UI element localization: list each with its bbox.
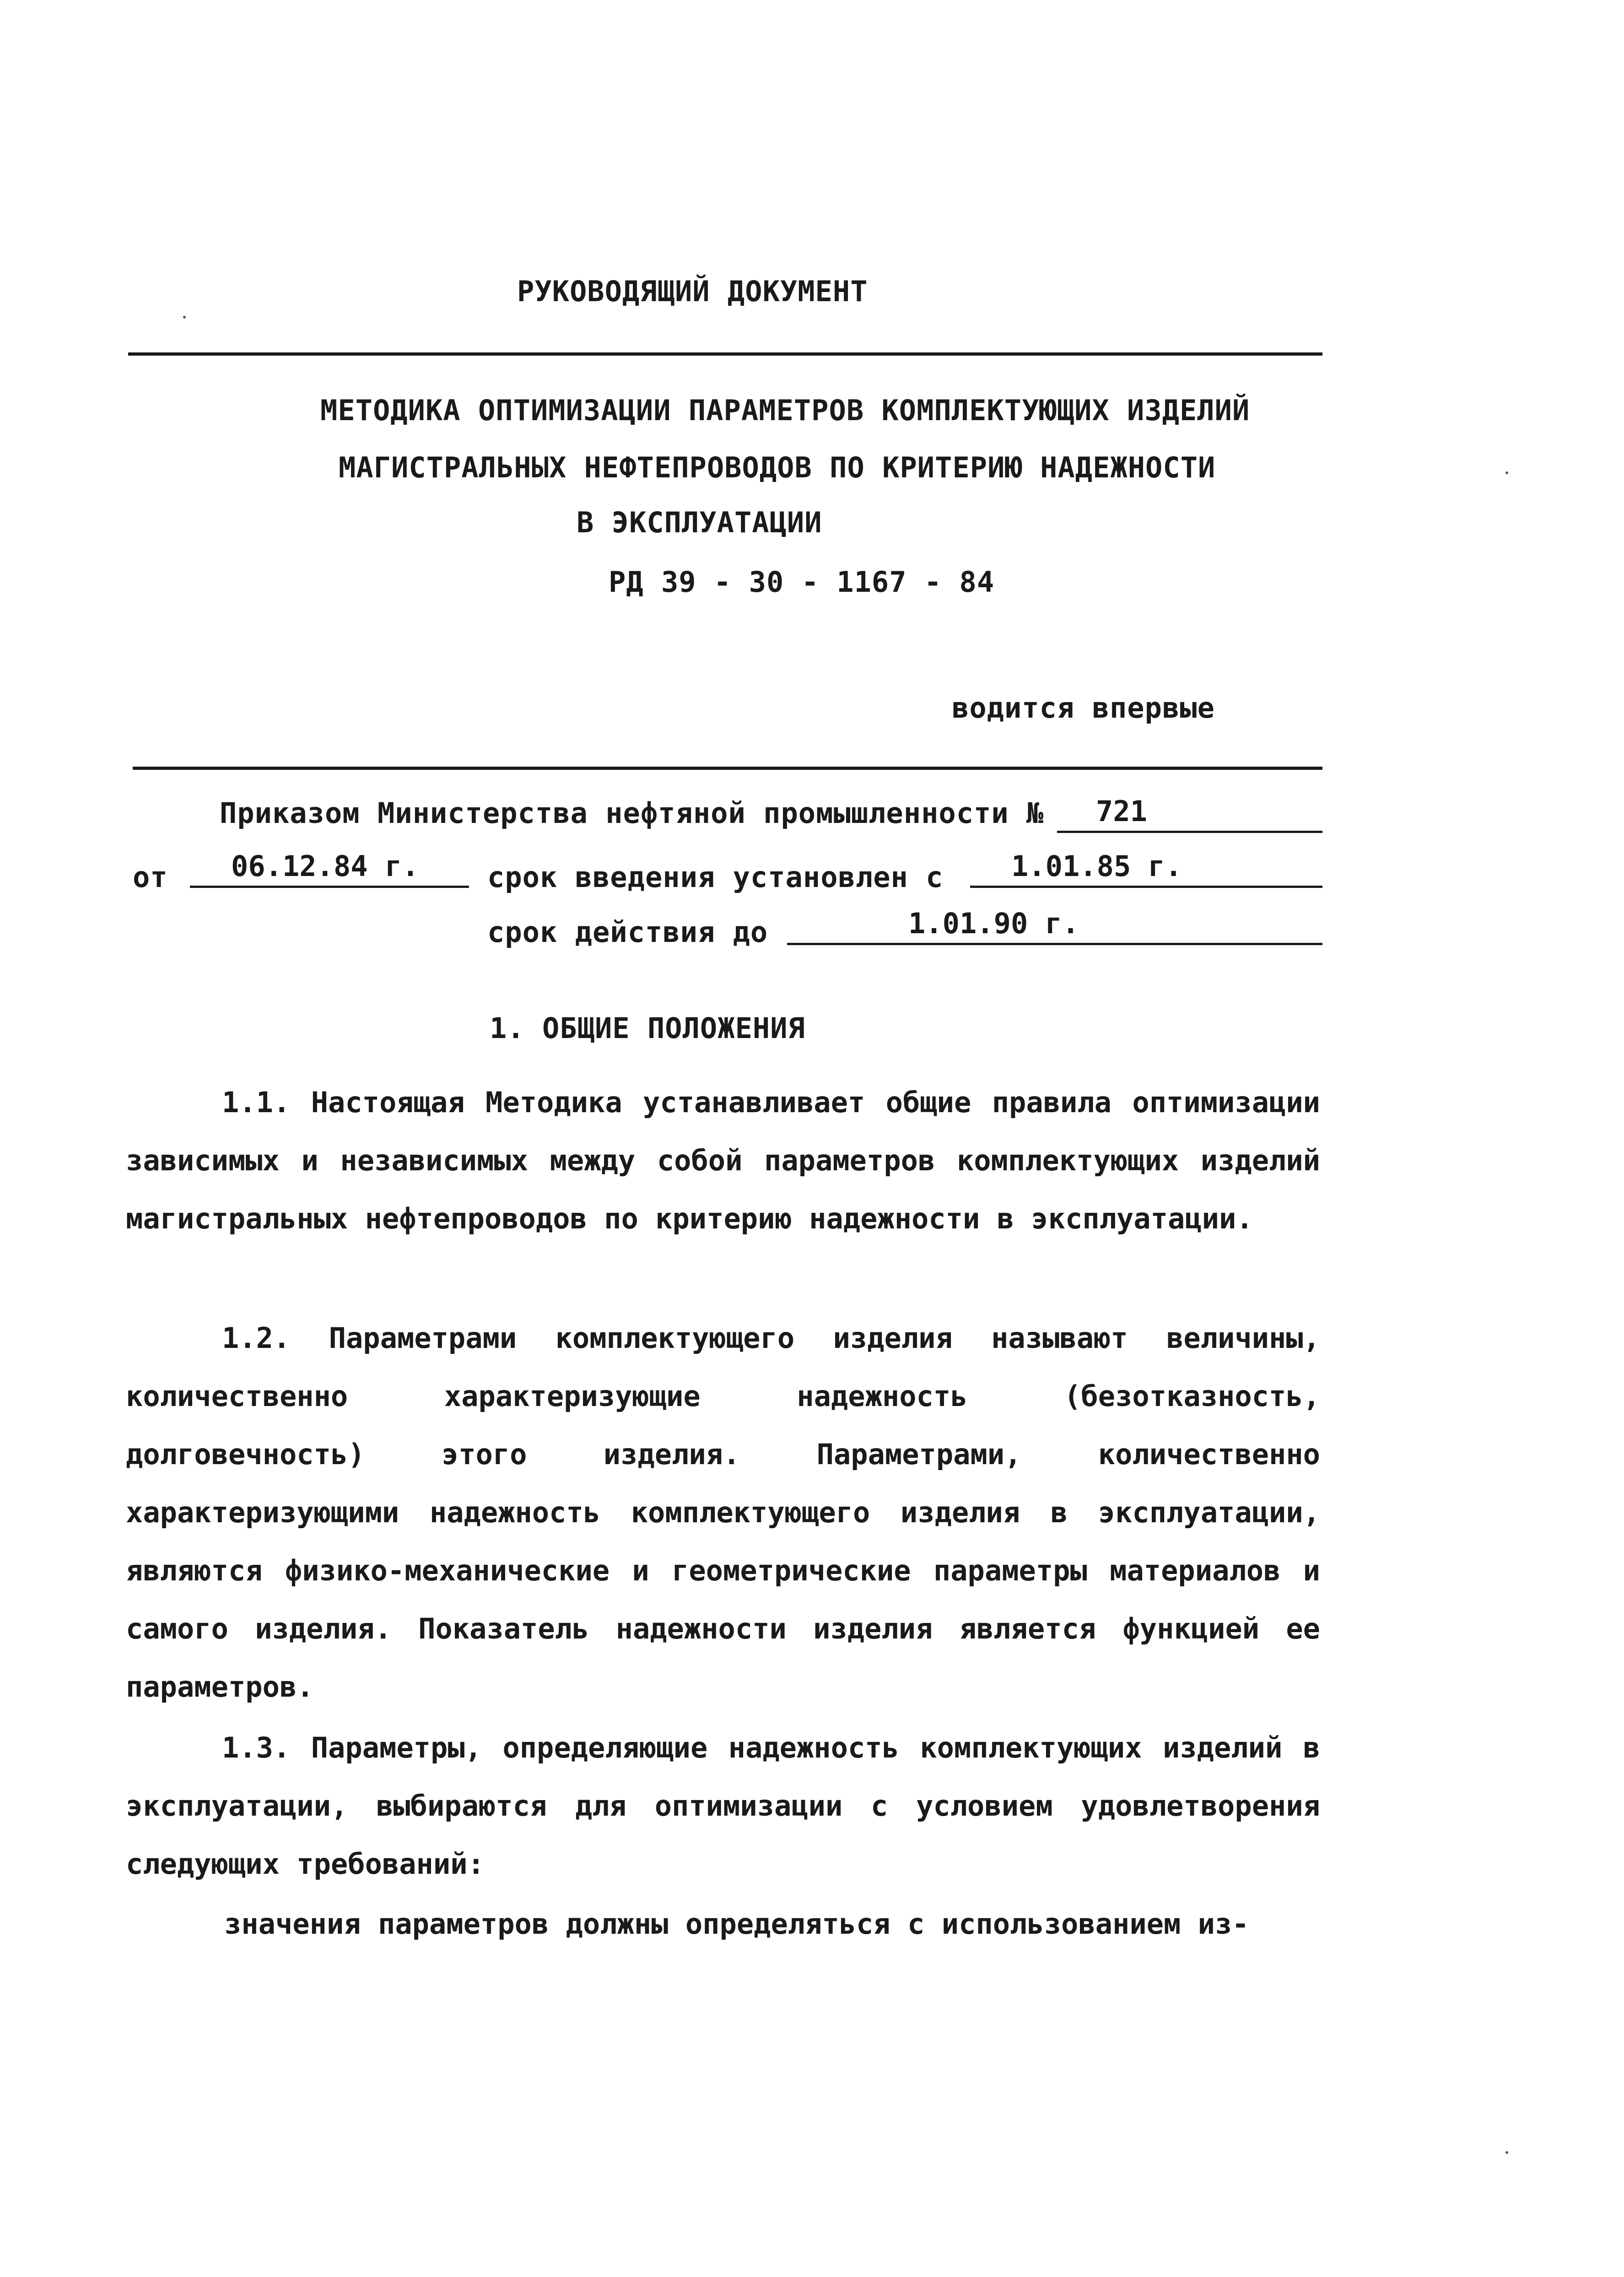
order-date-field (190, 849, 469, 888)
start-label: срок введения установлен с (487, 860, 944, 894)
scan-speck (1505, 2151, 1508, 2154)
title-line-3: В ЭКСПЛУАТАЦИИ (577, 506, 822, 539)
order-label: Приказом Министерства нефтяной промышленности № (220, 796, 1044, 830)
order-date: 06.12.84 г. (231, 849, 419, 883)
end-date: 1.01.90 г. (908, 907, 1079, 940)
document-code: РД 39 - 30 - 1167 - 84 (609, 565, 995, 599)
paragraph-1-2: 1.2. Параметрами комплектующего изделия называют величины, количественно характеризующие надежность (безотказность, долговечность) этого изделия. Параметрами, количественно характеризующими надежность комплектующего изделия в эксплуатации, являются физико-механические и геометрические параметры материалов и самого изделия. Показатель надежности изделия является функцией ее параметров. (126, 1321, 1320, 1704)
paragraph-1-1: 1.1. Настоящая Методика устанавливает общие правила оптимизации зависимых и независимых между собой параметров комплектующих изделий магистральных нефтепроводов по критерию надежности в эксплуатации. (126, 1086, 1320, 1235)
scan-speck (1505, 471, 1508, 474)
start-date-field (970, 849, 1322, 888)
order-number: 721 (1096, 795, 1147, 828)
end-date-field (787, 907, 1322, 945)
paragraph-1-3: 1.3. Параметры, определяющие надежность комплектующих изделий в эксплуатации, выбираются для оптимизации с условием удовлетворения следующих требований: (126, 1731, 1320, 1881)
document-type: РУКОВОДЯЩИЙ ДОКУМЕНТ (517, 275, 868, 308)
from-label: от (133, 860, 168, 894)
scan-speck (183, 316, 186, 319)
title-line-2: МАГИСТРАЛЬНЫХ НЕФТЕПРОВОДОВ ПО КРИТЕРИЮ НАДЕЖНОСТИ (339, 451, 1216, 484)
paragraph-continuation: значения параметров должны определяться с использованием из- (224, 1907, 1249, 1941)
title-line-1: МЕТОДИКА ОПТИМИЗАЦИИ ПАРАМЕТРОВ КОМПЛЕКТУЮЩИХ ИЗДЕЛИЙ (320, 394, 1250, 427)
order-rule (133, 767, 1322, 770)
order-number-field (1057, 795, 1322, 833)
header-rule (128, 352, 1322, 356)
start-date: 1.01.85 г. (1011, 849, 1182, 883)
end-label: срок действия до (487, 915, 768, 949)
section-heading: 1. ОБЩИЕ ПОЛОЖЕНИЯ (490, 1011, 805, 1045)
intro-note: водится впервые (952, 691, 1215, 725)
